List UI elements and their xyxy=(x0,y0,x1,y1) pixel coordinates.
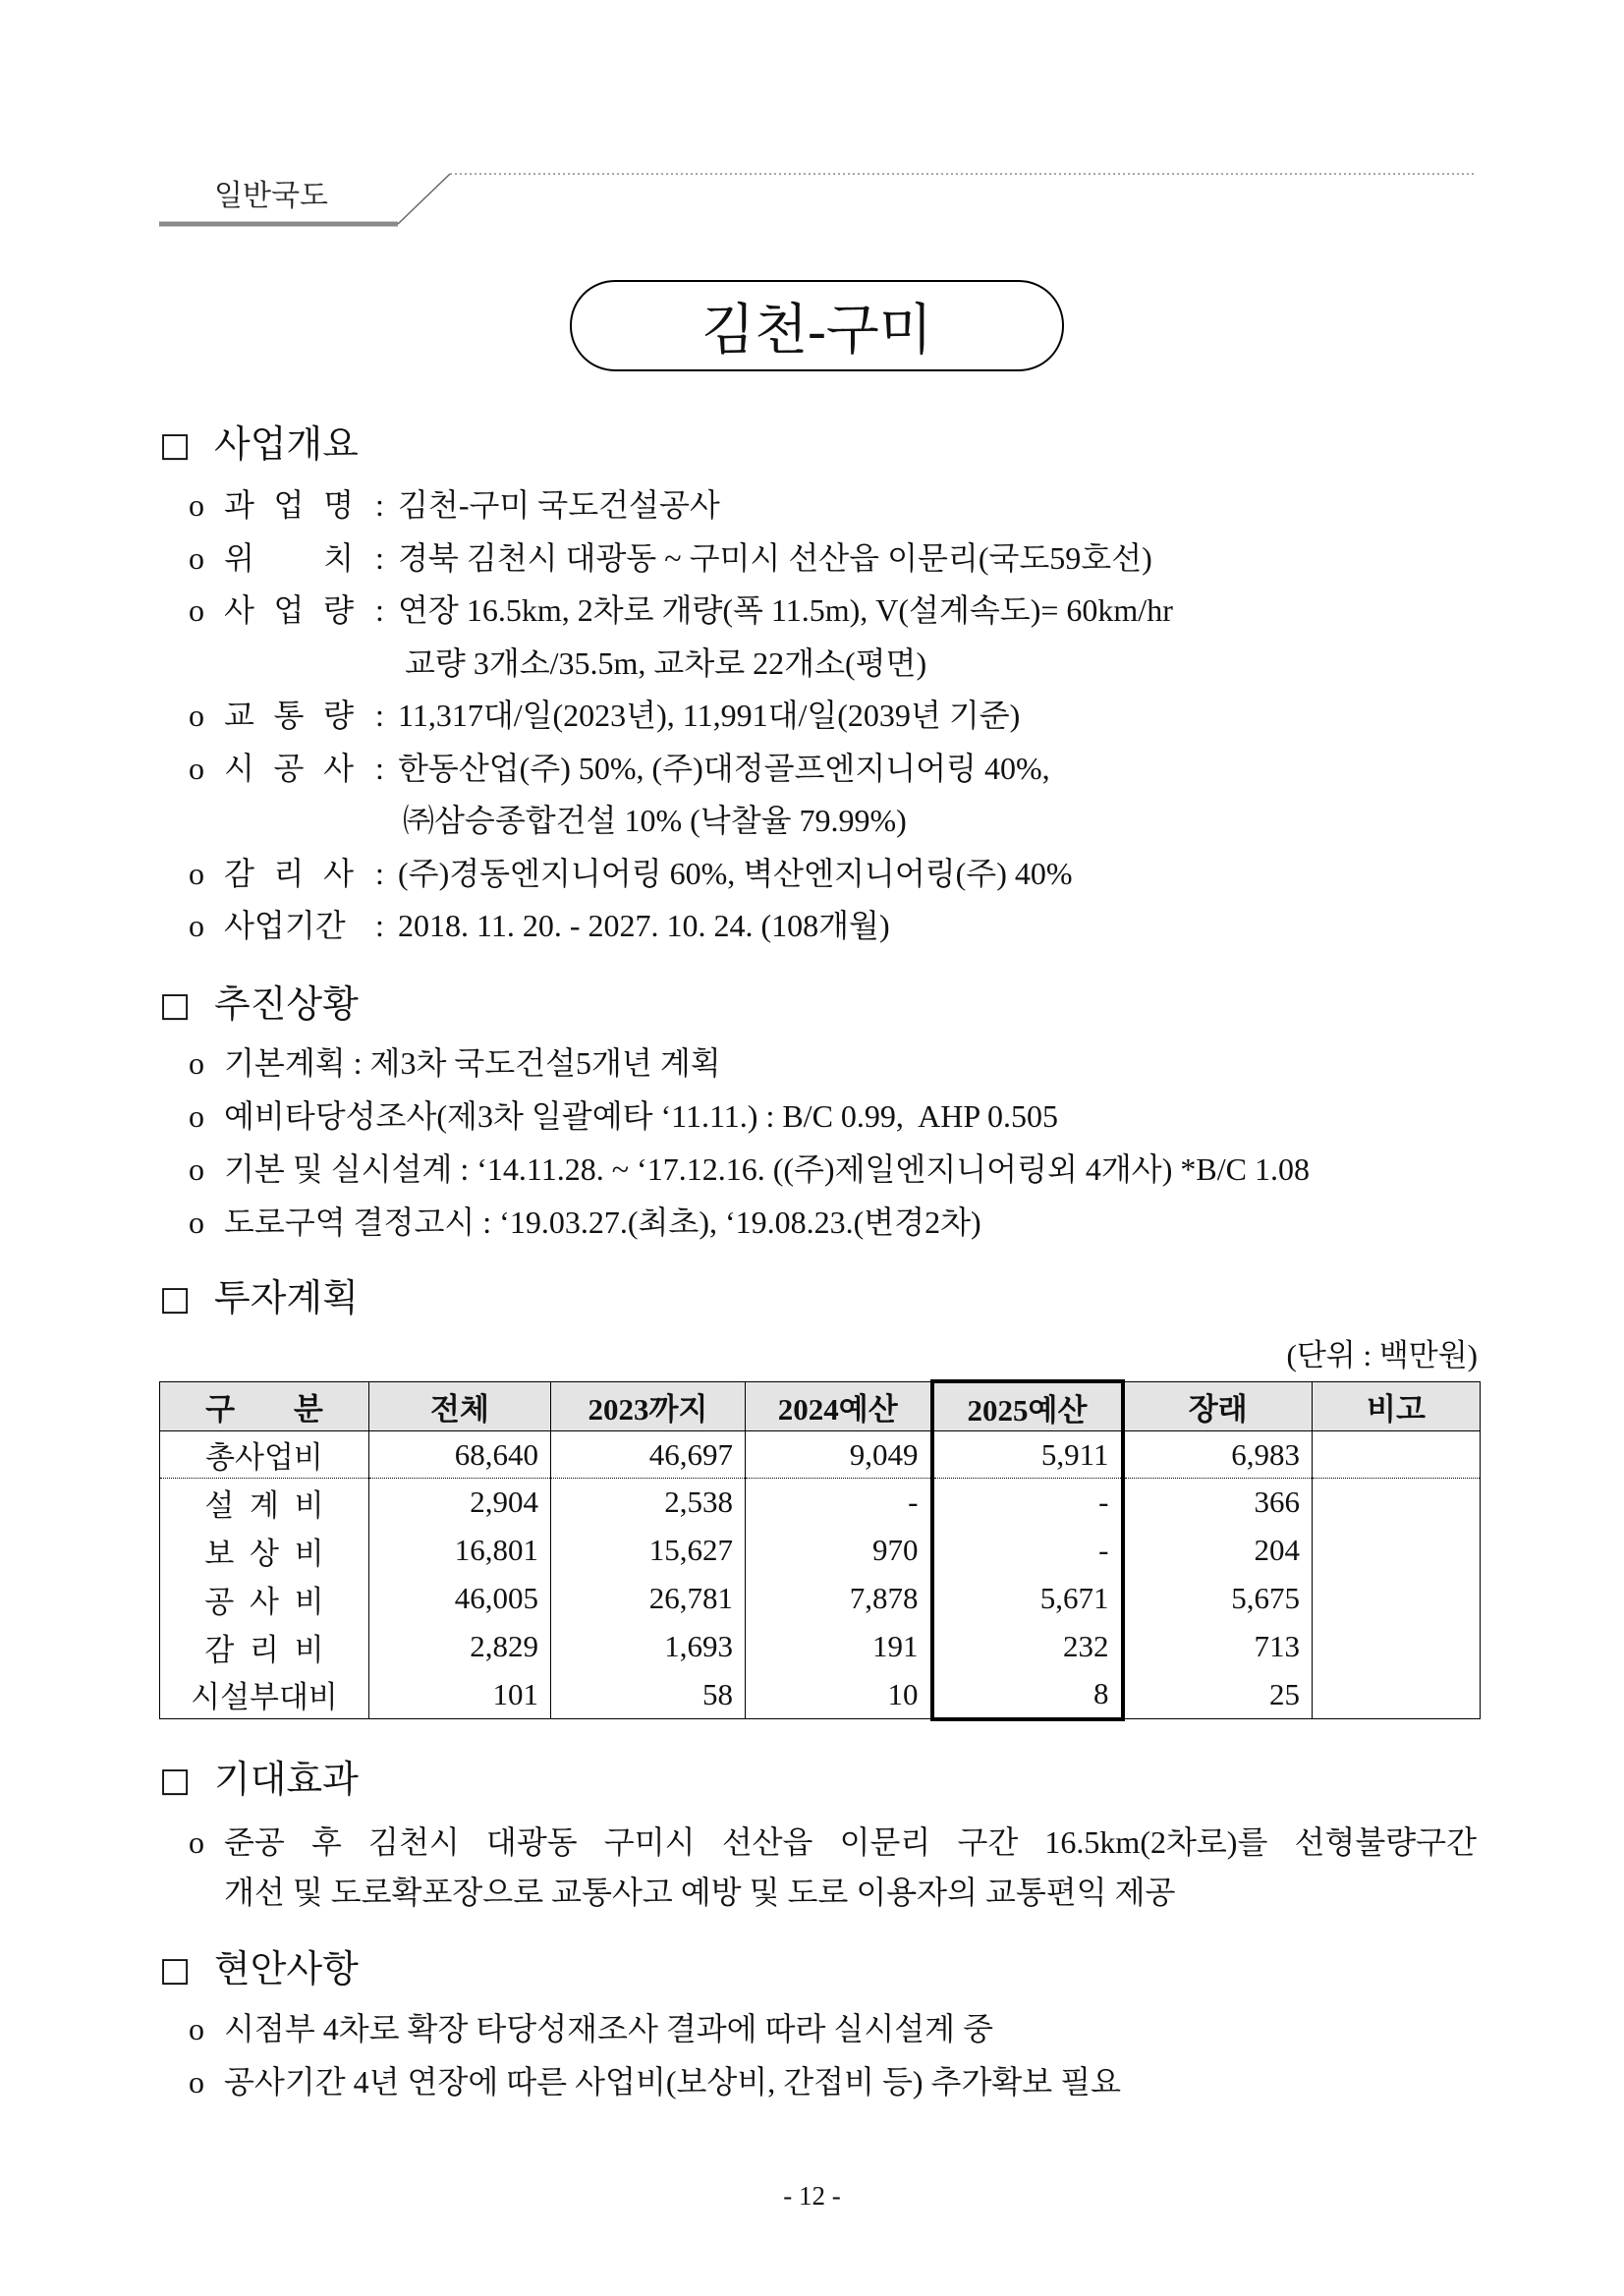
section-heading xyxy=(159,1269,1480,1328)
cell-remarks xyxy=(1313,1623,1481,1671)
section-heading xyxy=(159,416,1480,475)
value-line: 연장 16.5km, 2차로 개량(폭 11.5m), V(설계속도)= 60km/hr xyxy=(398,592,1173,628)
section-issues xyxy=(159,1940,1480,2108)
page-number: - 12 - xyxy=(783,2181,841,2211)
value-line: 2018. 11. 20. - 2027. 10. 24. (108개월) xyxy=(398,908,890,943)
cell-future: 25 xyxy=(1123,1671,1313,1719)
table-header-row xyxy=(160,1381,1481,1431)
issue-item xyxy=(159,2002,1480,2055)
investment-table xyxy=(159,1379,1481,1721)
bullet: o xyxy=(189,2064,204,2100)
row-label: 총사업비 xyxy=(160,1431,369,1479)
item-label: 시 공 사 xyxy=(224,750,354,786)
cell-remarks xyxy=(1313,1479,1481,1527)
row-label: 공 사 비 xyxy=(160,1575,369,1623)
cell-2025: 5,911 xyxy=(932,1431,1123,1479)
cell-2023: 15,627 xyxy=(551,1527,746,1575)
cell-2023: 2,538 xyxy=(551,1479,746,1527)
overview-item xyxy=(159,479,1480,532)
bullet: o xyxy=(189,855,204,891)
cell-total: 2,904 xyxy=(369,1479,551,1527)
cell-remarks xyxy=(1313,1671,1481,1719)
issue-text: 공사기간 4년 연장에 따른 사업비(보상비, 간접비 등) 추가확보 필요 xyxy=(224,2064,1122,2100)
progress-text: 도로구역 결정고시 : ‘19.03.27.(최초), ‘19.08.23.(변경2차) xyxy=(224,1204,981,1240)
section-box-marker: □ xyxy=(159,985,192,1025)
section-box-marker: □ xyxy=(159,1761,192,1800)
item-label: 과 업 명 xyxy=(224,487,354,523)
section-box-marker: □ xyxy=(159,1950,192,1989)
cell-2025: 5,671 xyxy=(932,1575,1123,1623)
item-label: 사업기간 xyxy=(224,908,346,943)
cell-2024: 970 xyxy=(746,1527,932,1575)
overview-item xyxy=(159,900,1480,953)
progress-text: 예비타당성조사(제3차 일괄예타 ‘11.11.) : B/C 0.99, AHP 0.505 xyxy=(224,1098,1058,1134)
cell-total: 101 xyxy=(369,1671,551,1719)
value-line: (주)경동엔지니어링 60%, 벽산엔지니어링(주) 40% xyxy=(398,855,1073,891)
item-label: 교 통 량 xyxy=(224,698,354,733)
item-value xyxy=(398,585,1173,690)
issue-item xyxy=(159,2055,1480,2108)
cell-2025: - xyxy=(932,1479,1123,1527)
cell-2023: 26,781 xyxy=(551,1575,746,1623)
item-value xyxy=(398,532,1152,586)
table-row xyxy=(160,1575,1481,1623)
colon: : xyxy=(375,487,384,523)
colon: : xyxy=(375,750,384,786)
column-header: 비고 xyxy=(1313,1381,1481,1431)
table-row xyxy=(160,1623,1481,1671)
cell-2025: - xyxy=(932,1527,1123,1575)
table-row xyxy=(160,1671,1481,1719)
section-progress xyxy=(159,976,1480,1249)
cell-2025: 8 xyxy=(932,1671,1123,1719)
cell-future: 204 xyxy=(1123,1527,1313,1575)
cell-2024: 10 xyxy=(746,1671,932,1719)
bullet: o xyxy=(189,487,204,523)
column-header: 장래 xyxy=(1123,1381,1313,1431)
progress-list xyxy=(159,1036,1480,1249)
item-value xyxy=(398,900,890,953)
cell-remarks xyxy=(1313,1575,1481,1623)
colon: : xyxy=(375,908,384,943)
cell-2025: 232 xyxy=(932,1623,1123,1671)
section-heading xyxy=(159,1940,1480,1999)
bullet: o xyxy=(189,539,204,576)
overview-item xyxy=(159,585,1480,690)
cell-2023: 46,697 xyxy=(551,1431,746,1479)
progress-item xyxy=(159,1036,1480,1090)
item-value xyxy=(398,848,1073,901)
issue-text: 시점부 4차로 확장 타당성재조사 결과에 따라 실시설계 중 xyxy=(224,2011,993,2046)
item-label: 위 치 xyxy=(224,539,354,576)
section-title: 투자계획 xyxy=(214,1278,359,1319)
effects-text xyxy=(224,1818,1477,1918)
section-effects xyxy=(159,1751,1480,1918)
bullet: o xyxy=(189,1098,204,1134)
item-label: 감 리 사 xyxy=(224,855,354,891)
overview-item xyxy=(159,848,1480,901)
column-header: 2023까지 xyxy=(551,1381,746,1431)
effects-line: 준공 후 김천시 대광동 구미시 선산읍 이문리 구간 16.5km(2차로)를 선형불량구간 xyxy=(224,1824,1477,1860)
item-value xyxy=(398,479,720,532)
progress-item xyxy=(159,1196,1480,1249)
overview-item xyxy=(159,532,1480,586)
section-title: 추진상황 xyxy=(214,984,359,1026)
section-heading xyxy=(159,976,1480,1035)
section-investment xyxy=(159,1269,1480,1721)
value-line: 경북 김천시 대광동 ~ 구미시 선산읍 이문리(국도59호선) xyxy=(398,539,1152,576)
table-row xyxy=(160,1479,1481,1527)
overview-list xyxy=(159,479,1480,953)
progress-text: 기본 및 실시설계 : ‘14.11.28. ~ ‘17.12.16. ((주)제일엔지니어링외 4개사) *B/C 1.08 xyxy=(224,1151,1310,1187)
colon: : xyxy=(375,698,384,733)
section-title: 기대효과 xyxy=(214,1760,359,1801)
bullet: o xyxy=(189,750,204,786)
column-header-highlighted: 2025예산 xyxy=(932,1381,1123,1431)
effects-item xyxy=(159,1818,1480,1918)
cell-remarks xyxy=(1313,1431,1481,1479)
cell-2023: 1,693 xyxy=(551,1623,746,1671)
colon: : xyxy=(375,855,384,891)
bullet: o xyxy=(189,2011,204,2046)
value-line: 11,317대/일(2023년), 11,991대/일(2039년 기준) xyxy=(398,698,1021,733)
cell-2023: 58 xyxy=(551,1671,746,1719)
section-heading xyxy=(159,1751,1480,1810)
cell-2024: 191 xyxy=(746,1623,932,1671)
cell-future: 5,675 xyxy=(1123,1575,1313,1623)
colon: : xyxy=(375,592,384,628)
bullet: o xyxy=(189,908,204,943)
cell-future: 6,983 xyxy=(1123,1431,1313,1479)
bullet: o xyxy=(189,1151,204,1187)
row-label: 보 상 비 xyxy=(160,1527,369,1575)
progress-text: 기본계획 : 제3차 국도건설5개년 계획 xyxy=(224,1045,721,1081)
bullet: o xyxy=(189,1045,204,1081)
header-rule xyxy=(0,0,1624,255)
item-value xyxy=(398,690,1020,743)
section-title: 현안사항 xyxy=(214,1949,359,1990)
overview-item xyxy=(159,690,1480,743)
bullet: o xyxy=(189,1204,204,1240)
cell-total: 2,829 xyxy=(369,1623,551,1671)
table-row xyxy=(160,1431,1481,1479)
page-title: 김천-구미 xyxy=(700,300,933,362)
row-label: 시설부대비 xyxy=(160,1671,369,1719)
cell-2024: - xyxy=(746,1479,932,1527)
cell-2024: 7,878 xyxy=(746,1575,932,1623)
cell-total: 16,801 xyxy=(369,1527,551,1575)
value-line: 한동산업(주) 50%, (주)대정골프엔지니어링 40%, xyxy=(398,750,1050,786)
progress-item xyxy=(159,1090,1480,1143)
item-value xyxy=(398,743,1050,848)
value-line: 김천-구미 국도건설공사 xyxy=(398,487,720,523)
cell-2024: 9,049 xyxy=(746,1431,932,1479)
section-box-marker: □ xyxy=(159,1279,192,1318)
progress-item xyxy=(159,1143,1480,1196)
section-overview xyxy=(159,416,1480,953)
item-label: 사 업 량 xyxy=(224,592,354,628)
title-box xyxy=(570,280,1064,371)
column-header: 구 분 xyxy=(160,1381,369,1431)
colon: : xyxy=(375,539,384,576)
row-label: 감 리 비 xyxy=(160,1623,369,1671)
section-box-marker: □ xyxy=(159,425,192,465)
effects-line: 개선 및 도로확포장으로 교통사고 예방 및 도로 이용자의 교통편익 제공 xyxy=(224,1875,1176,1910)
table-row xyxy=(160,1527,1481,1575)
cell-total: 68,640 xyxy=(369,1431,551,1479)
value-line: 교량 3개소/35.5m, 교차로 22개소(평면) xyxy=(405,644,927,681)
value-line: ㈜삼승종합건설 10% (낙찰율 79.99%) xyxy=(403,803,907,838)
cell-total: 46,005 xyxy=(369,1575,551,1623)
header-diagonal xyxy=(398,174,450,224)
table-unit: (단위 : 백만원) xyxy=(1286,1338,1478,1372)
cell-future: 713 xyxy=(1123,1623,1313,1671)
overview-item xyxy=(159,743,1480,848)
page-category: 일반국도 xyxy=(214,180,328,212)
cell-remarks xyxy=(1313,1527,1481,1575)
row-label: 설 계 비 xyxy=(160,1479,369,1527)
bullet: o xyxy=(189,592,204,628)
bullet: o xyxy=(189,698,204,733)
bullet: o xyxy=(189,1824,204,1860)
issues-list xyxy=(159,2002,1480,2108)
column-header: 2024예산 xyxy=(746,1381,932,1431)
cell-future: 366 xyxy=(1123,1479,1313,1527)
section-title: 사업개요 xyxy=(214,424,359,466)
column-header: 전체 xyxy=(369,1381,551,1431)
